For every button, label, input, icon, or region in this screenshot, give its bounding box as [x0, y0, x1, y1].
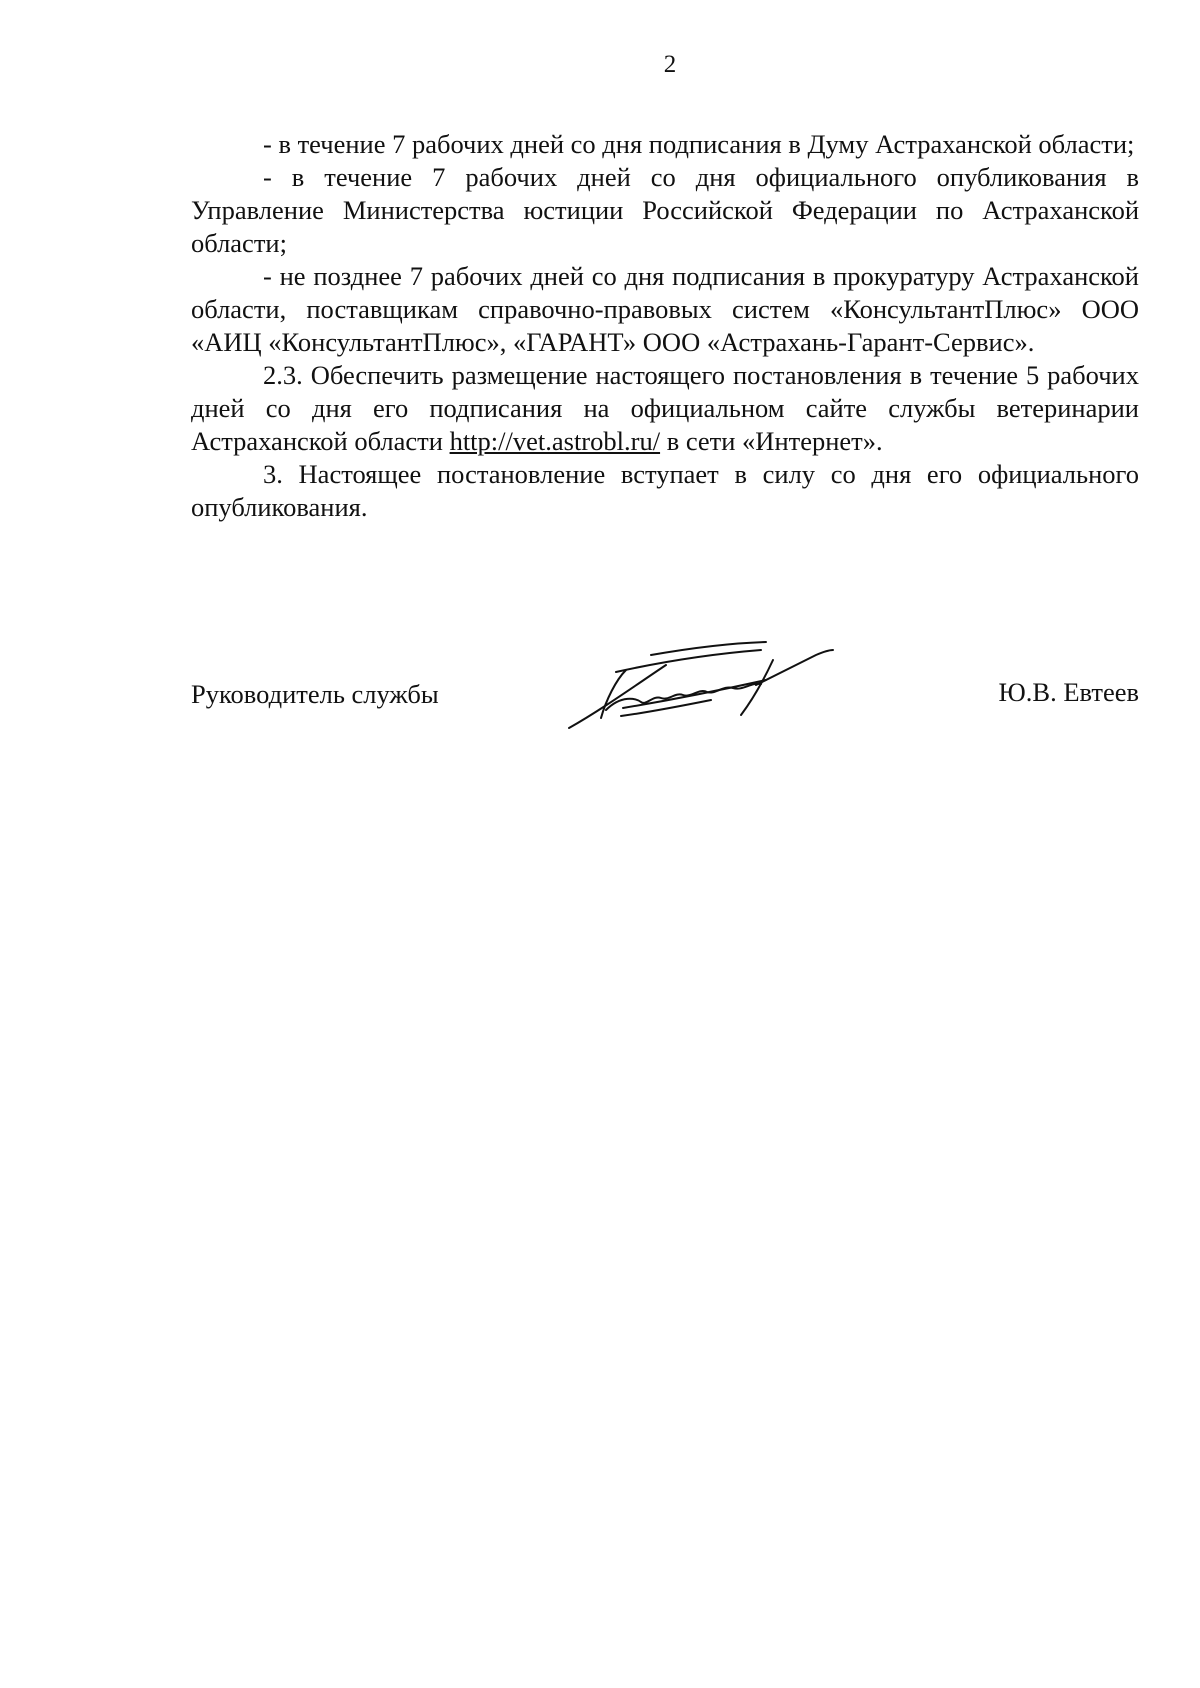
- signatory-name: Ю.В. Евтеев: [998, 677, 1139, 707]
- website-link[interactable]: http://vet.astrobl.ru/: [449, 426, 661, 456]
- signatory-title: Руководитель службы: [191, 679, 439, 709]
- item-2-3-text: 2.3. Обеспечить размещение настоящего постановления в течение 5 рабочих дней со дня его подписания на официальном сайте службы ветеринарии Астраханской области: [191, 360, 1139, 456]
- paragraph-item-2-3: [191, 359, 1139, 458]
- item-2-3-suffix: в сети «Интернет».: [660, 426, 883, 456]
- paragraph-duma: - в течение 7 рабочих дней со дня подписания в Думу Астраханской области;: [263, 129, 1135, 159]
- signature-block: [191, 640, 1139, 740]
- handwritten-signature: [561, 640, 861, 735]
- paragraph-prosecutor: - не позднее 7 рабочих дней со дня подписания в прокуратуру Астраханской области, поставщикам справочно-правовых систем «КонсультантПлюс» ООО «АИЦ «КонсультантПлюс», «ГАРАНТ» ООО «Астрахань-Гарант-Сервис».: [191, 261, 1139, 357]
- paragraph-ministry: - в течение 7 рабочих дней со дня официального опубликования в Управление Министерства юстиции Российской Федерации по Астраханской области;: [191, 162, 1139, 258]
- page-number: 2: [663, 51, 677, 78]
- paragraph-item-3: 3. Настоящее постановление вступает в силу со дня его официального опубликования.: [191, 459, 1139, 522]
- document-body: [191, 128, 1139, 524]
